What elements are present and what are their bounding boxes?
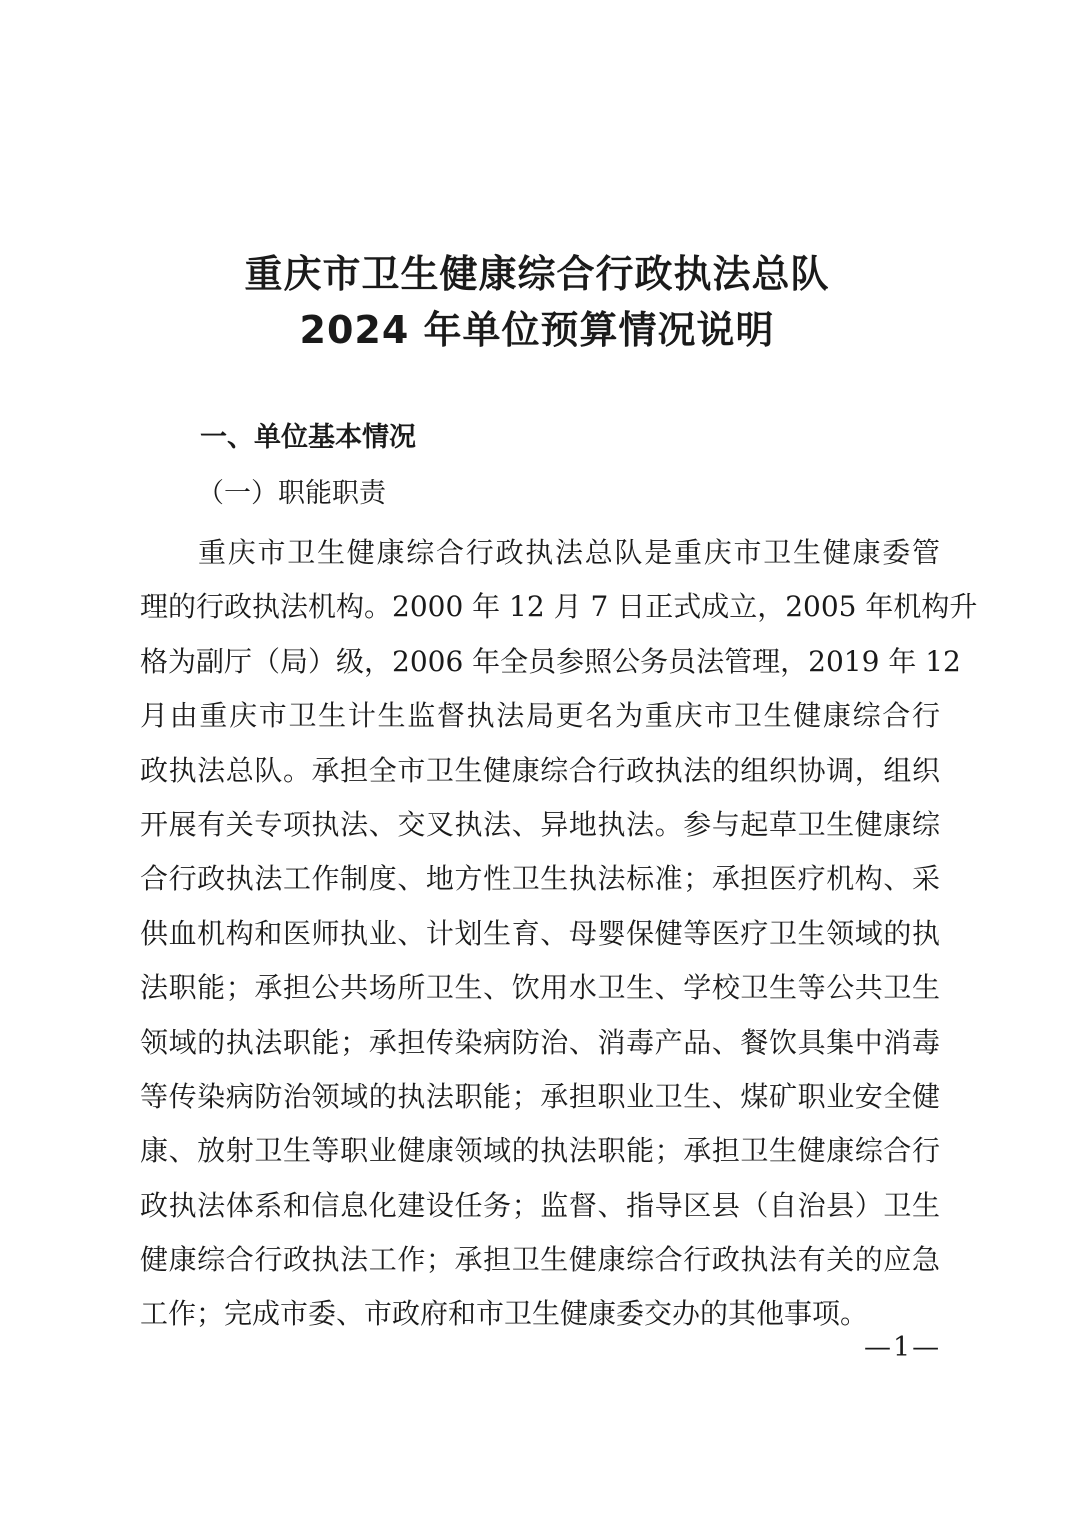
paragraph-line: 开展有关专项执法、交叉执法、异地执法。参与起草卫生健康综 [140,807,940,841]
paragraph-line: 健康综合行政执法工作；承担卫生健康综合行政执法有关的应急 [140,1243,940,1277]
paragraph-line: 康、放射卫生等职业健康领域的执法职能；承担卫生健康综合行 [140,1134,940,1168]
paragraph-line: 政执法体系和信息化建设任务；监督、指导区县（自治县）卫生 [140,1188,940,1222]
document-title-line-2: 2024 年单位预算情况说明 [299,308,775,352]
paragraph-line: 重庆市卫生健康综合行政执法总队是重庆市卫生健康委管 [198,536,940,569]
document-title-line-1: 重庆市卫生健康综合行政执法总队 [244,252,830,296]
paragraph-line: 工作；完成市委、市政府和市卫生健康委交办的其他事项。 [140,1297,869,1331]
paragraph-line: 等传染病防治领域的执法职能；承担职业卫生、煤矿职业安全健 [140,1079,940,1113]
body-paragraph [140,528,978,1344]
paragraph-line: 合行政执法工作制度、地方性卫生执法标准；承担医疗机构、采 [140,862,940,896]
paragraph-line: 政执法总队。承担全市卫生健康综合行政执法的组织协调，组织 [140,753,940,787]
paragraph-line: 理的行政执法机构。2000 年 12 月 7 日正式成立，2005 年机构升 [140,590,978,624]
paragraph-line: 领域的执法职能；承担传染病防治、消毒产品、餐饮具集中消毒 [140,1025,940,1059]
paragraph-line: 供血机构和医师执业、计划生育、母婴保健等医疗卫生领域的执 [140,916,940,950]
page-number: —1— [864,1332,942,1363]
section-heading: 一、单位基本情况 [200,422,416,453]
paragraph-line: 月由重庆市卫生计生监督执法局更名为重庆市卫生健康综合行 [140,699,940,733]
paragraph-line: 法职能；承担公共场所卫生、饮用水卫生、学校卫生等公共卫生 [140,971,940,1005]
paragraph-line: 格为副厅（局）级，2006 年全员参照公务员法管理，2019 年 12 [140,644,961,678]
subsection-heading: （一）职能职责 [197,478,386,509]
